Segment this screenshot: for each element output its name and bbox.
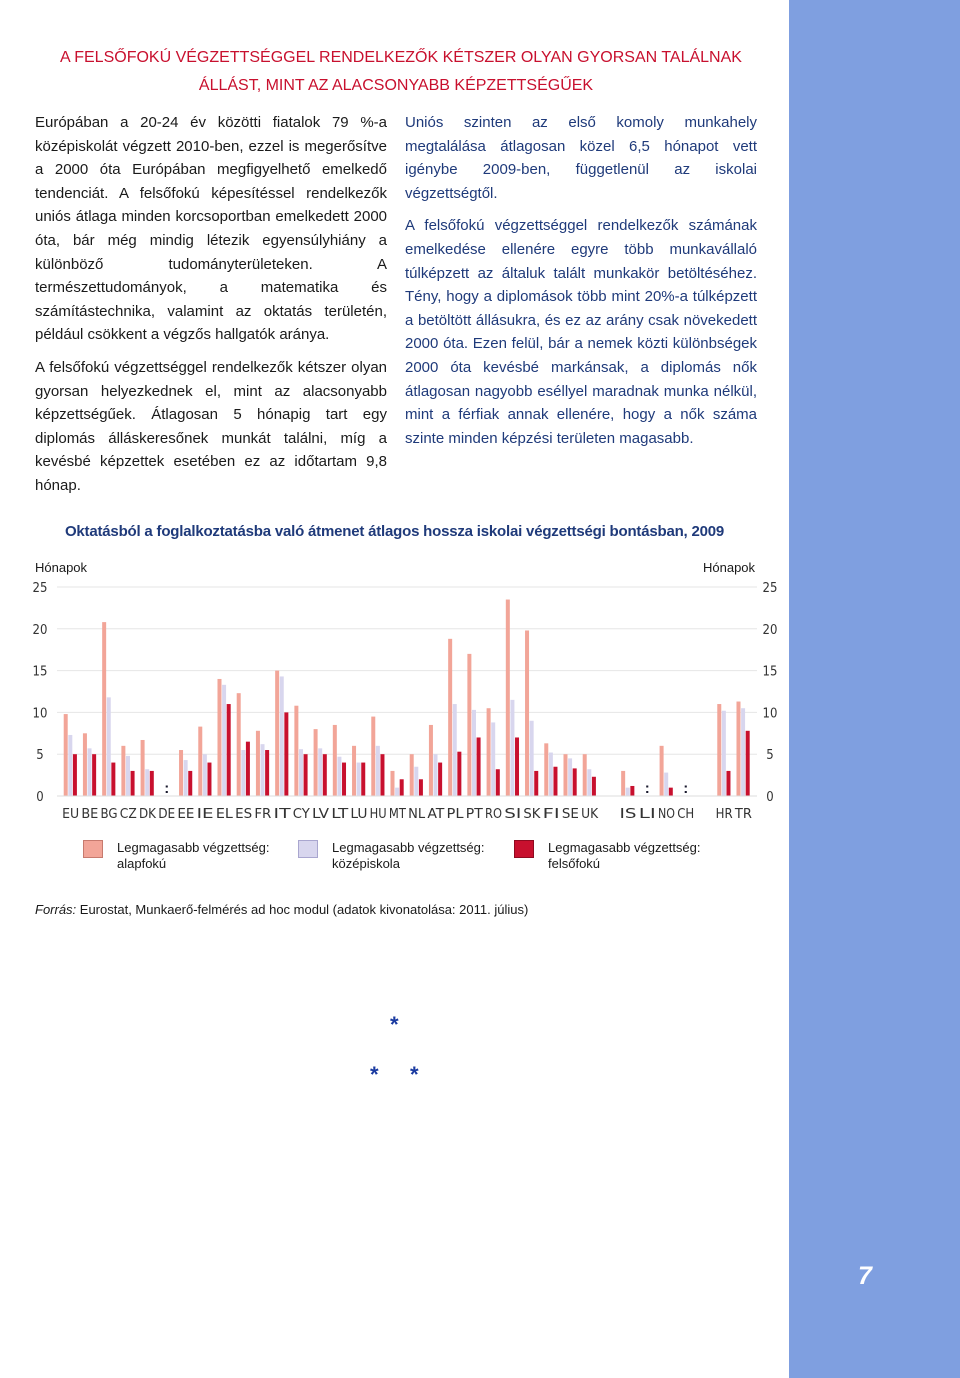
bar-it-s1	[275, 671, 279, 796]
bar-ro-s3	[496, 769, 500, 796]
x-tick-label: CH	[677, 807, 695, 822]
x-tick-label: TR	[733, 807, 752, 822]
bar-se-s3	[573, 768, 577, 796]
x-tick-label: SI	[504, 807, 522, 822]
bar-tr-s1	[736, 702, 740, 796]
y-tick-label-right: 5	[766, 748, 774, 764]
x-tick-label: IE	[196, 807, 214, 822]
x-tick-label: LI	[638, 807, 656, 822]
x-tick-label: LT	[331, 807, 350, 822]
bar-sk-s2	[530, 721, 534, 796]
bar-tr-s2	[741, 708, 745, 796]
left-paragraph-2: A felsőfokú végzettséggel rendelkezők kétszer olyan gyorsan helyezkednek el, mint az alacsonyabb képzettségűek. Átlagosan 5 hónapig tart egy diplomás álláskeresőnek munkát találni, míg a kevésbé képzettek esetében ez az időtartam 9,8 hónap.	[35, 358, 387, 494]
x-tick-label: AT	[427, 807, 446, 822]
y-axis-label-right: Hónapok	[703, 560, 756, 575]
bar-uk-s1	[583, 754, 587, 796]
bar-be-s3	[92, 754, 96, 796]
bar-lu-s2	[357, 763, 361, 796]
bar-el-s1	[217, 679, 221, 796]
bar-lv-s3	[323, 754, 327, 796]
bar-el-s2	[222, 685, 226, 796]
bar-pl-s1	[448, 639, 452, 796]
source-label: Forrás:	[35, 902, 77, 917]
bar-at-s2	[434, 754, 438, 796]
right-paragraph-2: A felsőfokú végzettséggel rendelkezők számának emelkedése ellenére egyre több munkavállaló túlképzett az általuk talált munkakör betöltéséhez. Tény, hogy a diplomások több mint 20%-a túlképzett a betöltött állásukra, és ez az arány csak növekedett 2000 óta. Ezen felül, bár a nemek közti különbségek 2000 óta kevésbé markánsak, a diplomás nők átlagosan nagyobb eséllyel maradnak munka nélkül, mint a férfiak annak ellenére, hogy a nők száma szinte minden képzési területen magasabb.	[405, 217, 757, 447]
plot-area	[57, 587, 757, 796]
bar-nl-s2	[414, 767, 418, 796]
bar-hr-s2	[722, 711, 726, 796]
bar-dk-s3	[150, 771, 154, 796]
x-tick-label: IT	[273, 807, 292, 822]
source-note	[35, 902, 528, 917]
bar-cz-s3	[131, 771, 135, 796]
bar-it-s2	[280, 676, 284, 796]
x-tick-label: UK	[581, 807, 599, 822]
bar-mt-s1	[390, 771, 394, 796]
y-tick-label-left: 15	[32, 664, 48, 680]
y-tick-label-right: 20	[762, 622, 778, 638]
x-tick-label: FR	[254, 807, 272, 822]
bar-fr-s1	[256, 731, 260, 796]
y-tick-label-left: 0	[36, 790, 44, 805]
legend-swatch-tertiary	[514, 840, 534, 858]
bar-pl-s2	[453, 704, 457, 796]
x-tick-label: CZ	[119, 807, 137, 822]
bar-pt-s3	[477, 737, 481, 796]
bar-es-s3	[246, 742, 250, 796]
x-tick-label: FI	[542, 807, 560, 822]
right-paragraph-1: Uniós szinten az első komoly munkahely megtalálása átlagosan közel 6,5 hónapot vett igénybe 2009-ben, függetlenül az iskolai végzettségtől.	[405, 114, 757, 202]
bar-fr-s3	[265, 750, 269, 796]
x-tick-label: HU	[369, 807, 387, 822]
bar-fi-s2	[549, 753, 553, 796]
bar-mt-s2	[395, 788, 399, 796]
source-text: Eurostat, Munkaerő-felmérés ad hoc modul (adatok kivonatolása: 2011. július)	[76, 902, 529, 917]
bar-cy-s2	[299, 749, 303, 796]
bar-cz-s1	[121, 746, 125, 796]
bar-pl-s3	[457, 752, 461, 796]
bar-hr-s1	[717, 704, 721, 796]
star-ornament-left: *	[370, 1062, 379, 1087]
bar-bg-s2	[107, 697, 111, 796]
bar-ee-s1	[179, 750, 183, 796]
bar-cy-s3	[304, 754, 308, 796]
y-tick-label-left: 25	[32, 581, 48, 596]
bar-ie-s2	[203, 754, 207, 796]
bar-is-s3	[630, 786, 634, 796]
bar-uk-s3	[592, 777, 596, 796]
bar-be-s1	[83, 733, 87, 796]
x-tick-label: SE	[561, 807, 579, 822]
x-tick-label: HR	[715, 807, 733, 822]
heading-line-2: ÁLLÁST, MINT AZ ALACSONYABB KÉPZETTSÉGŰEK	[198, 77, 594, 94]
bar-nl-s1	[410, 754, 414, 796]
bar-fi-s3	[553, 767, 557, 796]
bar-fr-s2	[261, 744, 265, 796]
x-tick-label: NO	[658, 807, 675, 822]
bar-no-s2	[664, 773, 668, 796]
y-tick-label-right: 15	[762, 664, 778, 680]
bar-lt-s3	[342, 763, 346, 796]
bar-se-s2	[568, 758, 572, 796]
y-tick-label-left: 10	[32, 706, 48, 722]
page-number: 7	[858, 1262, 872, 1290]
x-tick-label: PT	[465, 807, 484, 822]
bar-cz-s2	[126, 756, 130, 796]
bar-bg-s1	[102, 622, 106, 796]
star-ornament-right: *	[410, 1062, 419, 1087]
bar-uk-s2	[587, 769, 591, 796]
bar-nl-s3	[419, 779, 423, 796]
bar-ee-s3	[188, 771, 192, 796]
bar-tr-s3	[746, 731, 750, 796]
bar-hr-s3	[726, 771, 730, 796]
bar-eu-s3	[73, 754, 77, 796]
x-tick-label: CY	[292, 807, 311, 822]
x-tick-label: LV	[312, 807, 329, 822]
bar-si-s2	[510, 700, 514, 796]
decorative-sidebar	[789, 0, 960, 1378]
bar-ro-s1	[487, 708, 491, 796]
bar-el-s3	[227, 704, 231, 796]
bar-lu-s1	[352, 746, 356, 796]
y-tick-label-right: 25	[762, 581, 778, 596]
missing-marker: :	[164, 780, 170, 797]
x-tick-label: IS	[619, 807, 637, 822]
bar-it-s3	[284, 712, 288, 796]
bar-lt-s2	[337, 757, 341, 796]
bar-es-s2	[241, 750, 245, 796]
bar-ie-s1	[198, 727, 202, 796]
bar-eu-s2	[68, 735, 72, 796]
x-tick-label: BE	[81, 807, 99, 822]
bar-be-s2	[88, 748, 92, 796]
legend-label-primary: Legmagasabb végzettség: alapfokú	[117, 840, 270, 871]
legend-label-secondary: Legmagasabb végzettség: középiskola	[332, 840, 485, 871]
x-tick-label: MT	[388, 807, 407, 822]
left-paragraph-1: Európában a 20-24 év közötti fiatalok 79 %-a középiskolát végzett 2010-ben, ezzel is megerősítve a 2000 óta Európában megfigyelhető emelkedő tendenciát. A felsőfokú képesítéssel rendelkezők uniós átlaga minden korcsoportban emelkedett 2000 óta, bár még mindig létezik egyensúlyhiány a különböző tudományterületeken. A természettudományok, a matematika és számítástechnika, valamint az oktatás területén, például csökkent a végzős hallgatók aránya.	[35, 114, 387, 344]
heading-line-1: A FELSŐFOKÚ VÉGZETTSÉGGEL RENDELKEZŐK KÉTSZER OLYAN GYORSAN TALÁLNAK	[60, 49, 742, 66]
y-tick-label-left: 20	[32, 622, 48, 638]
y-tick-label-right: 10	[762, 706, 778, 722]
bar-lv-s1	[314, 729, 318, 796]
x-tick-label: LU	[350, 807, 368, 822]
x-tick-label: EE	[177, 807, 195, 822]
bar-sk-s3	[534, 771, 538, 796]
y-tick-label-right: 0	[766, 790, 774, 805]
x-tick-label: DE	[158, 807, 176, 822]
bar-sk-s1	[525, 630, 529, 796]
star-ornament-top: *	[390, 1012, 399, 1037]
bar-dk-s2	[145, 769, 149, 796]
x-tick-label: EU	[62, 807, 80, 822]
y-axis-label-left: Hónapok	[35, 560, 88, 575]
bar-no-s1	[660, 746, 664, 796]
bar-ee-s2	[184, 760, 188, 796]
x-tick-label: SK	[523, 807, 541, 822]
bar-is-s2	[626, 788, 630, 796]
bar-hu-s1	[371, 717, 375, 796]
bar-at-s3	[438, 763, 442, 796]
bar-ie-s3	[207, 763, 211, 796]
bar-ro-s2	[491, 722, 495, 796]
x-tick-label: BG	[100, 807, 118, 822]
bar-eu-s1	[64, 714, 68, 796]
right-text-column	[405, 111, 757, 459]
bar-si-s1	[506, 600, 510, 796]
x-tick-label: ES	[235, 807, 253, 822]
bar-fi-s1	[544, 743, 548, 796]
bar-lv-s2	[318, 748, 322, 796]
bar-si-s3	[515, 737, 519, 796]
legend-swatch-primary	[83, 840, 103, 858]
x-tick-label: EL	[215, 807, 234, 822]
bar-hu-s3	[380, 754, 384, 796]
bar-lu-s3	[361, 763, 365, 796]
bar-is-s1	[621, 771, 625, 796]
bar-pt-s2	[472, 710, 476, 796]
missing-marker: :	[683, 780, 689, 797]
chart-title: Oktatásból a foglalkoztatásba való átmenet átlagos hossza iskolai végzettségi bontásban, 2009	[64, 523, 725, 540]
left-text-column	[35, 111, 387, 507]
bar-hu-s2	[376, 746, 380, 796]
legend-label-tertiary: Legmagasabb végzettség: felsőfokú	[548, 840, 701, 871]
legend-swatch-secondary	[298, 840, 318, 858]
x-tick-label: RO	[485, 807, 502, 822]
bar-chart	[0, 570, 789, 830]
bar-cy-s1	[294, 706, 298, 796]
y-tick-label-left: 5	[36, 748, 44, 764]
bar-lt-s1	[333, 725, 337, 796]
x-tick-label: NL	[408, 807, 426, 822]
bar-mt-s3	[400, 779, 404, 796]
bar-at-s1	[429, 725, 433, 796]
bar-es-s1	[237, 693, 241, 796]
page-heading	[40, 44, 752, 100]
bar-dk-s1	[141, 740, 145, 796]
bar-no-s3	[669, 788, 673, 796]
missing-marker: :	[644, 780, 650, 797]
bar-bg-s3	[111, 763, 115, 796]
x-tick-label: DK	[139, 807, 157, 822]
x-tick-label: PL	[446, 807, 465, 822]
bar-se-s1	[563, 754, 567, 796]
bar-pt-s1	[467, 654, 471, 796]
